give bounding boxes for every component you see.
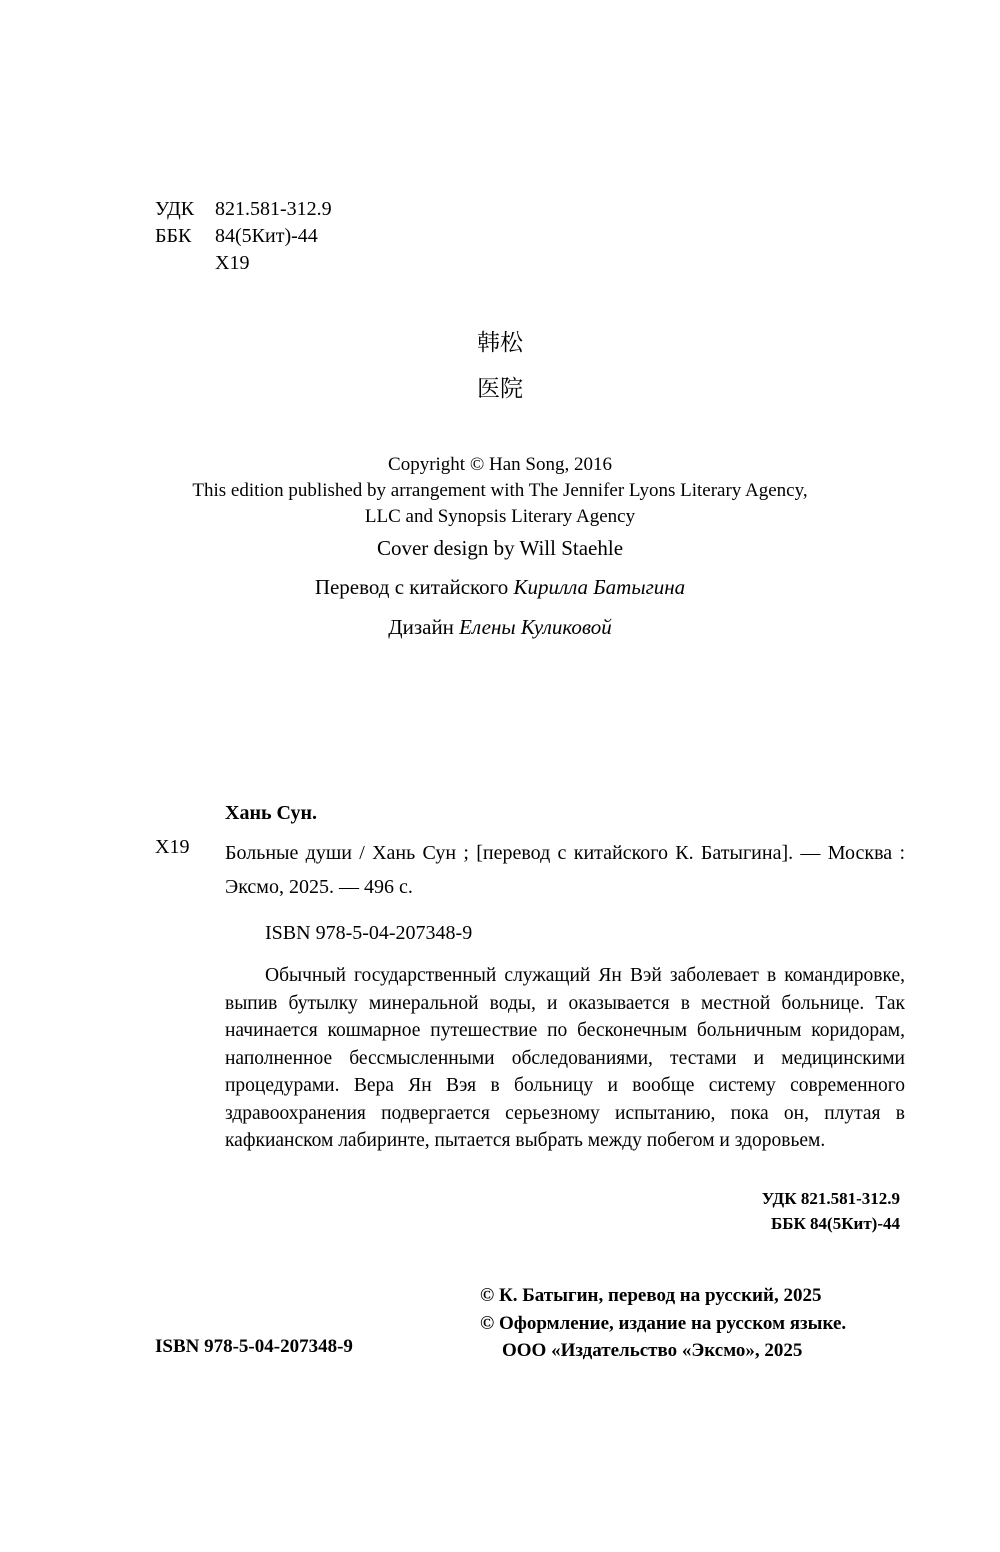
code-spacer [155,250,215,277]
bbk-right-line: ББК 84(5Кит)-44 [770,1214,900,1233]
designer-name: Елены Куликовой [459,615,612,639]
book-code-line [155,250,332,277]
translator-name: Кирилла Батыгина [513,575,686,599]
copyright-notice-block [0,452,1000,530]
catalog-isbn: ISBN 978-5-04-207348-9 [265,922,473,944]
design-credit [0,615,1000,640]
udc-label: УДК [155,198,195,220]
copyright-line-1: Copyright © Han Song, 2016 [388,454,612,475]
copyright-line-3: LLC and Synopsis Literary Agency [364,506,636,527]
footer-copyright-line-2: © Оформление, издание на русском языке. [480,1312,847,1334]
catalog-entry: Больные души / Хань Сун ; [перевод с китайского К. Батыгина]. — Москва : Эксмо, 2025. — 496 с. [225,842,905,898]
footer-copyright-block [480,1282,846,1365]
udc-value: 821.581-312.9 [215,198,332,220]
udc-bbk-block [155,196,332,277]
footer-copyright-line-1: © К. Батыгин, перевод на русский, 2025 [480,1285,822,1306]
footer-isbn: ISBN 978-5-04-207348-9 [155,1336,353,1357]
catalog-author: Хань Сун. [225,802,318,824]
book-code: Х19 [215,252,250,274]
bbk-label: ББК [155,225,192,247]
translation-credit-label: Перевод с китайского [314,575,514,599]
chinese-title: 医院 [477,376,523,401]
udc-bbk-right-block [762,1186,900,1236]
bbk-line [155,223,332,250]
translation-credit [0,575,1000,600]
catalog-code: Х19 [155,836,190,858]
original-title-chinese [0,320,1000,412]
book-annotation: Обычный государственный служащий Ян Вэй заболевает в командировке, выпив бутылку минеральной воды, и оказывается в местной больнице. Так начинается кошмарное путешествие по бесконечным больничным коридорам, наполненное бессмысленными обследованиями, тестами и медицинскими процедурами. Вера Ян Вэя в больницу и вообще систему современного здравоохранения подвергается серьезному испытанию, пока он, плутая в кафкианском лабиринте, пытается выбрать между побегом и здоровьем. [225,965,905,1151]
bbk-value: 84(5Кит)-44 [215,225,318,247]
udc-line [155,196,332,223]
udc-right-line: УДК 821.581-312.9 [761,1189,900,1208]
copyright-line-2: This edition published by arrangement with The Jennifer Lyons Literary Agency, [192,480,808,501]
footer-copyright-line-3: ООО «Издательство «Эксмо», 2025 [502,1340,803,1361]
cover-design-credit: Cover design by Will Staehle [376,536,624,560]
design-credit-label: Дизайн [388,615,460,639]
chinese-author: 韩松 [477,330,523,355]
